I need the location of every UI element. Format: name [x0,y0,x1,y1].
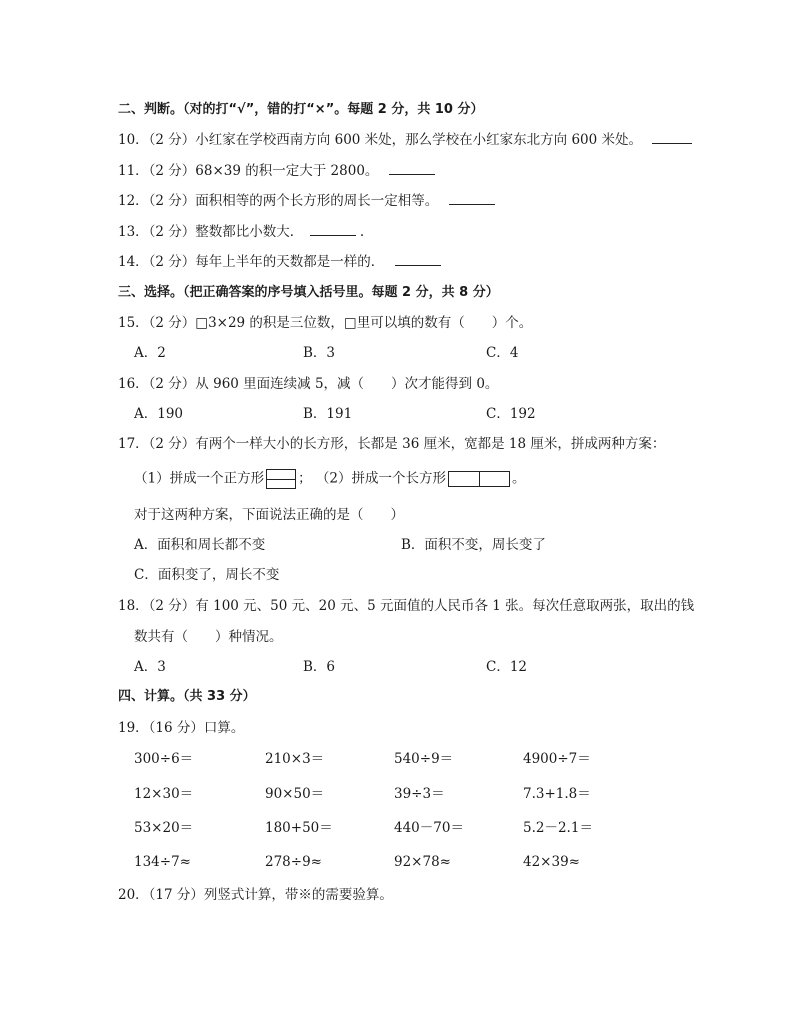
calc-item: 92×78≈ [394,854,451,870]
section-3-title: 三、选择。（把正确答案的序号填入括号里。每题 2 分，共 8 分） [118,285,499,300]
plan-2-label: （2）拼成一个长方形 [315,470,446,487]
option-c[interactable]: C．192 [486,406,536,422]
question-17-plans [134,469,525,489]
option-b[interactable]: B．191 [303,406,353,422]
question-10-text: 10．（2 分）小红家在学校西南方向 600 米处，那么学校在小红家东北方向 600 米处。 [118,132,643,148]
question-19: 19．（16 分）口算。 [118,720,245,736]
option-a[interactable]: A．面积和周长都不变 [134,537,266,553]
option-c[interactable]: C．4 [486,345,519,361]
calc-item: 53×20＝ [134,820,194,836]
plan-1-label: （1）拼成一个正方形 [134,470,265,487]
option-c[interactable]: C．12 [486,659,528,675]
period: . [359,224,365,240]
option-a[interactable]: A．3 [134,659,166,675]
answer-blank[interactable] [395,253,441,266]
option-b[interactable]: B．面积不变，周长变了 [401,537,546,553]
answer-blank[interactable] [652,131,692,144]
option-c[interactable]: C．面积变了，周长不变 [134,567,280,583]
question-16: 16．（2 分）从 960 里面连续减 5，减（ ）次才能得到 0。 [118,376,499,392]
answer-blank[interactable] [389,162,435,175]
calc-item: 12×30＝ [134,786,194,802]
question-14-text: 14．（2 分）每年上半年的天数都是一样的． [118,254,385,270]
option-a[interactable]: A．2 [134,345,166,361]
calc-item: 180+50＝ [265,820,333,836]
question-13-text: 13．（2 分）整数都比小数大． [118,224,304,240]
calc-item: 42×39≈ [523,854,580,870]
question-12 [118,192,495,210]
option-b[interactable]: B．3 [303,345,336,361]
question-11 [118,162,435,180]
question-14 [118,253,441,271]
option-b[interactable]: B．6 [303,659,336,675]
square-figure [266,469,296,489]
question-11-text: 11．（2 分）68×39 的积一定大于 2800。 [118,163,379,179]
calc-item: 39÷3＝ [394,786,445,802]
answer-blank[interactable] [449,192,495,205]
section-4-title: 四、计算。（共 33 分） [118,689,256,704]
calc-item: 300÷6＝ [134,751,194,767]
calc-item: 134÷7≈ [134,854,191,870]
calc-item: 7.3+1.8＝ [523,786,591,802]
question-15: 15．（2 分）□3×29 的积是三位数，□里可以填的数有（ ）个。 [118,315,533,331]
question-13 [118,223,364,241]
calc-item: 5.2－2.1＝ [523,820,593,836]
question-18: 18．（2 分）有 100 元、50 元、20 元、5 元面值的人民币各 1 张。每次任意取两张，取出的钱 [118,598,695,614]
calc-item: 540÷9＝ [394,751,454,767]
answer-blank[interactable] [310,223,356,236]
end-mark: 。 [511,470,526,487]
calc-item: 278÷9≈ [265,854,322,870]
calc-item: 4900÷7＝ [523,751,591,767]
calc-item: 440－70＝ [394,820,464,836]
calc-item: 210×3＝ [265,751,325,767]
calc-item: 90×50＝ [265,786,325,802]
separator: ； [298,470,312,487]
question-17-prompt: 对于这两种方案，下面说法正确的是（ ） [134,507,404,523]
question-12-text: 12．（2 分）面积相等的两个长方形的周长一定相等。 [118,193,439,209]
question-17: 17．（2 分）有两个一样大小的长方形，长都是 36 厘米，宽都是 18 厘米，拼成两种方案： [118,436,666,452]
rectangle-figure [448,471,510,487]
question-20: 20．（17 分）列竖式计算，带※的需要验算。 [118,887,393,903]
question-10 [118,131,692,149]
option-a[interactable]: A．190 [134,406,184,422]
section-2-title: 二、判断。（对的打“√”，错的打“×”。每题 2 分，共 10 分） [118,102,484,117]
question-18-cont: 数共有（ ）种情况。 [134,629,283,645]
